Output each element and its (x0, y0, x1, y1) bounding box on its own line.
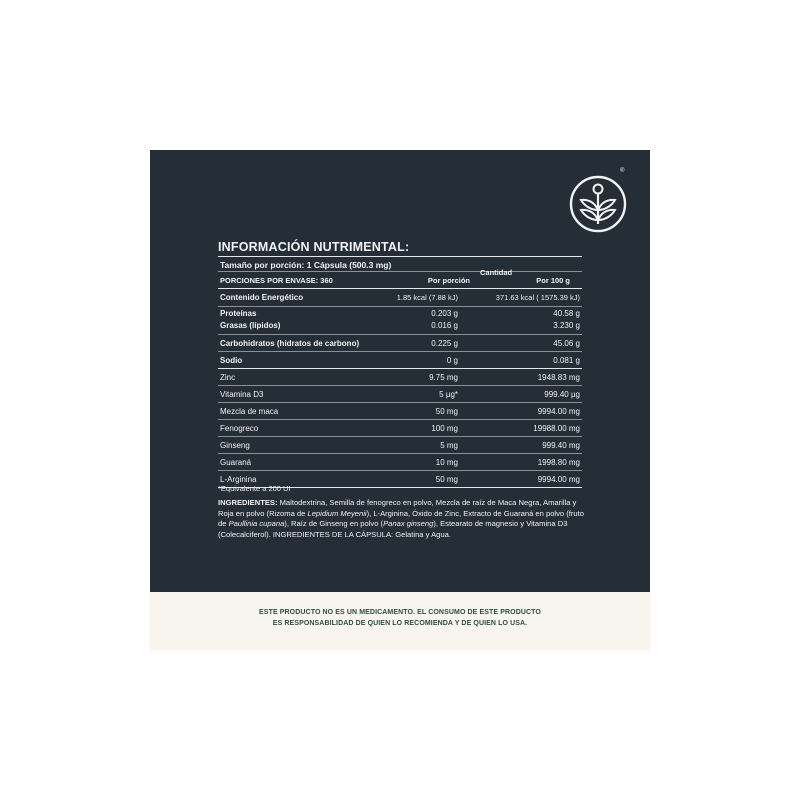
nutrient-per-serving: 0 g (446, 356, 458, 365)
component-per-serving: 50 mg (435, 407, 458, 416)
ingredients-part: ), Estearato de magnesio y Vitamina D3 (Colecalciferol). INGREDIENTES DE LA CÁPSULA: Gelatina y Agua. (218, 519, 568, 539)
header-per-serving: Por porción (427, 276, 470, 285)
plant-circle-icon (568, 174, 628, 234)
component-label: L-Arginina (220, 475, 257, 484)
nutrient-per-serving: 0.225 g (431, 339, 458, 348)
ingredients-label: INGREDIENTES: (218, 498, 278, 507)
component-label: Zinc (220, 373, 236, 382)
registered-mark: ® (620, 168, 625, 174)
disclaimer-line-1: ESTE PRODUCTO NO ES UN MEDICAMENTO. EL CONSUMO DE ESTE PRODUCTO (259, 609, 541, 616)
ingredients-part: ), L-Arginina, Óxido de Zinc, Extracto de Guaraná en polvo (fruto de (218, 508, 584, 528)
header-cantidad: Cantidad (480, 268, 513, 277)
component-per-serving: 50 mg (435, 475, 458, 484)
nutrient-label: Proteínas (220, 309, 257, 318)
energy-per-serving: 1.85 kcal (7.88 kJ) (396, 293, 458, 302)
ingredients-part: ), Raíz de Ginseng en polvo ( (284, 519, 384, 528)
component-per-100g: 9994.00 mg (537, 475, 580, 484)
component-label: Ginseng (220, 441, 250, 450)
component-per-serving: 9.75 mg (429, 373, 458, 382)
nutrient-label: Grasas (lípidos) (220, 321, 281, 330)
component-per-100g: 19988.00 mg (533, 424, 580, 433)
serving-size: Tamaño por porción: 1 Cápsula (500.3 mg) (220, 260, 392, 270)
component-label: Vitamina D3 (220, 390, 264, 399)
component-label: Guaraná (220, 458, 252, 467)
component-label: Fenogreco (220, 424, 259, 433)
ingredients-species: Panax ginseng (383, 519, 434, 528)
ingredients-species: Lepidium Meyenii (307, 508, 367, 518)
ingredients-species: Paullinia cupana (228, 519, 285, 528)
nutrient-per-100g: 45.06 g (553, 339, 580, 348)
component-per-100g: 1948.83 mg (537, 373, 580, 382)
nutrition-title: INFORMACIÓN NUTRIMENTAL: (218, 240, 410, 254)
nutrient-per-100g: 3.230 g (553, 321, 580, 330)
nutrient-label: Carbohidratos (hidratos de carbono) (220, 339, 360, 348)
ingredients-text (218, 498, 588, 540)
nutrition-panel (150, 150, 650, 592)
footnote: *Equivalente a 200 UI (218, 484, 291, 493)
component-per-100g: 999.40 mg (542, 441, 580, 450)
component-per-serving: 5 µg* (439, 390, 458, 399)
energy-per-100g: 371.63 kcal ( 1575.39 kJ) (495, 293, 580, 302)
component-per-serving: 5 mg (440, 441, 458, 450)
header-per-100g: Por 100 g (536, 276, 570, 285)
component-per-100g: 9994.00 mg (537, 407, 580, 416)
component-per-100g: 999.40 µg (544, 390, 580, 399)
nutrient-per-serving: 0.203 g (431, 309, 458, 318)
nutrition-table (218, 256, 582, 488)
component-per-serving: 100 mg (431, 424, 458, 433)
nutrient-per-100g: 40.58 g (553, 309, 580, 318)
ingredients-part: Maltodextrina, Semilla de fenogreco en polvo, Mezcla de raíz de Maca Negra, Amarilla y Roja en polvo (Rizoma de (218, 498, 577, 518)
servings-per-container: PORCIONES POR ENVASE: 360 (220, 276, 333, 285)
disclaimer-line-2: ES RESPONSABILIDAD DE QUIEN LO RECOMIENDA Y DE QUIEN LO USA. (272, 620, 528, 627)
component-label: Mezcla de maca (220, 407, 279, 416)
energy-label: Contenido Energético (220, 293, 304, 302)
component-per-serving: 10 mg (435, 458, 458, 467)
nutrient-per-100g: 0.081 g (553, 356, 580, 365)
nutrient-per-serving: 0.016 g (431, 321, 458, 330)
nutrient-label: Sodio (220, 356, 243, 365)
disclaimer-footer (150, 592, 650, 650)
component-per-100g: 1998.80 mg (537, 458, 580, 467)
